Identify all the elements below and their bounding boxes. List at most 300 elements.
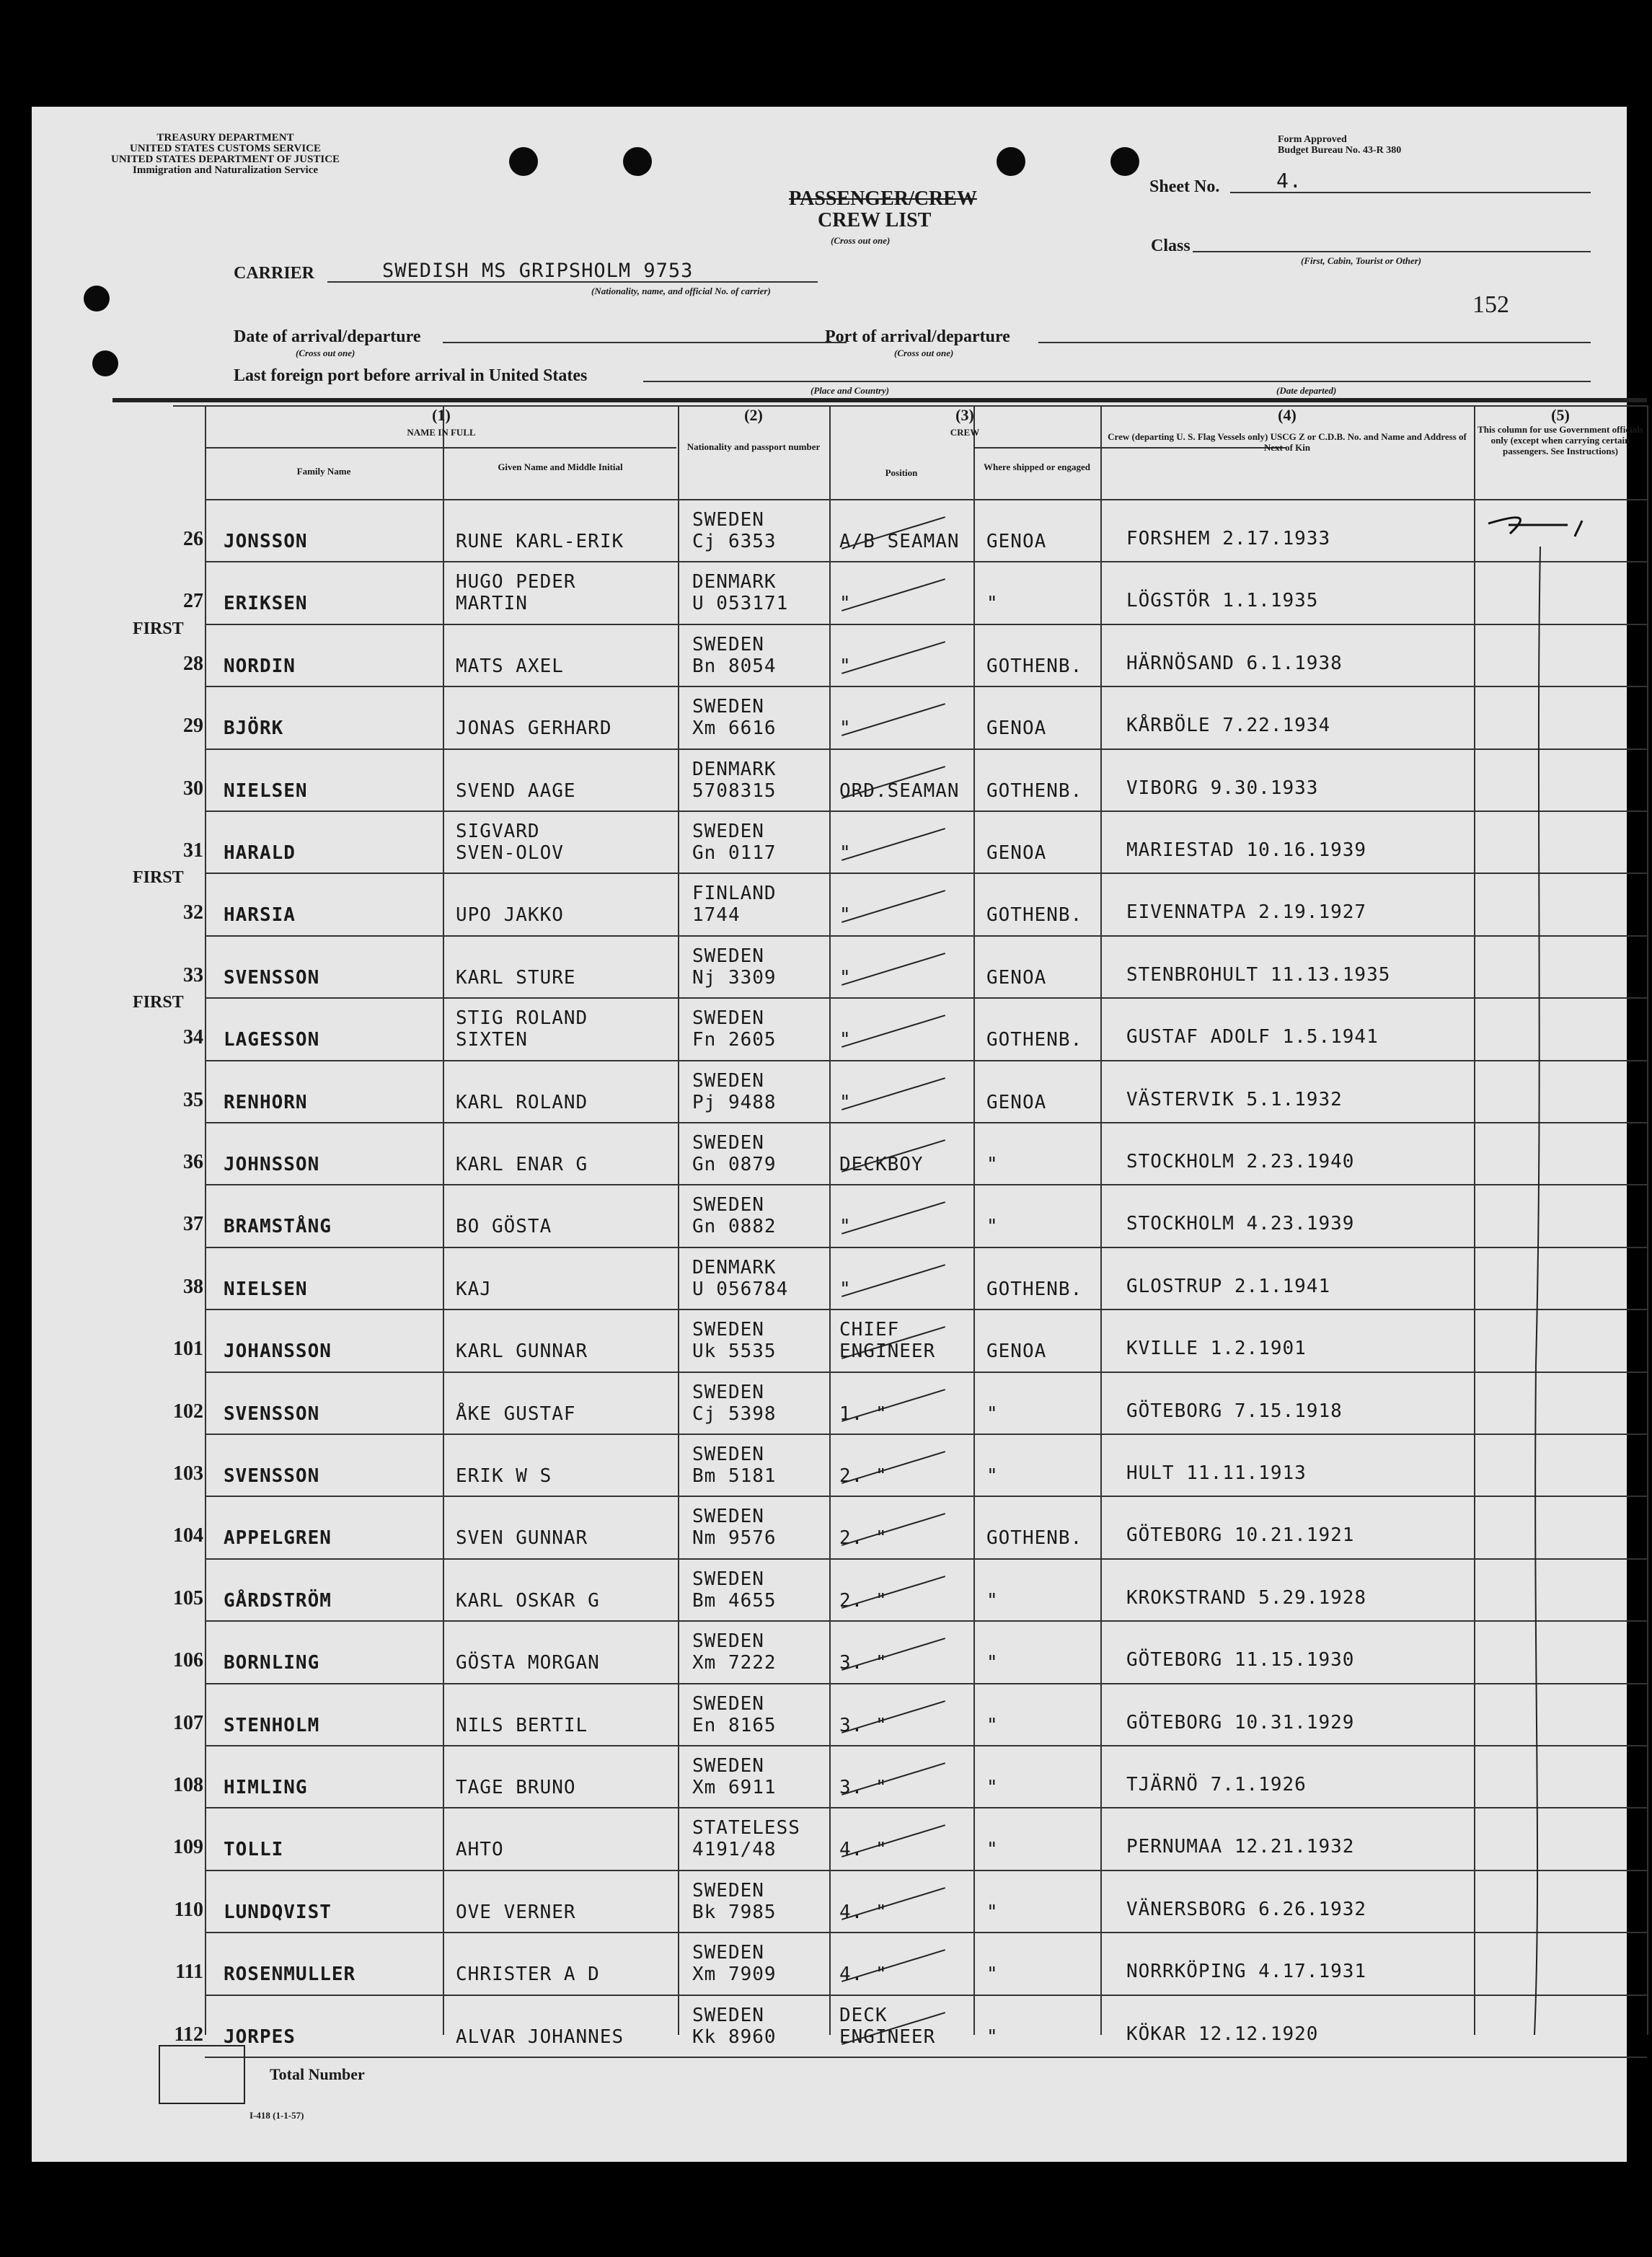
row-number: 32 (183, 901, 203, 924)
next-of-kin: MARIESTAD 10.16.1939 (1126, 839, 1367, 861)
crew-position: 2. " (839, 1589, 888, 1612)
family-name: ROSENMULLER (224, 1964, 356, 1986)
next-of-kin: TJÄRNÖ 7.1.1926 (1126, 1774, 1307, 1796)
shipped-engaged: " (986, 1714, 999, 1736)
row-number: 101 (173, 1338, 203, 1361)
check-mark-icon (842, 828, 945, 861)
shipped-engaged: " (986, 1901, 999, 1923)
row-number: 108 (173, 1774, 203, 1796)
given-name-header: Given Name and Middle Initial (498, 461, 623, 472)
budget-bureau-text: Budget Bureau No. 43-R 380 (1278, 145, 1402, 156)
col-border (1647, 405, 1648, 2035)
port-label: Port of arrival/departure (825, 327, 1010, 346)
passport-number: Xm 6911 (692, 1777, 777, 1798)
shipped-engaged: " (986, 1652, 999, 1674)
passport-number: Nm 9576 (692, 1527, 777, 1550)
annotation-mark (1474, 499, 1647, 2042)
row-number: 33 (183, 963, 203, 986)
date-departed-line (1112, 381, 1591, 382)
family-name: BORNLING (224, 1652, 320, 1674)
family-name: SVENSSON (224, 1465, 320, 1487)
given-name: SVEND AAGE (456, 779, 576, 802)
row-divider (205, 748, 1647, 750)
family-name: NORDIN (224, 655, 296, 677)
family-name: HIMLING (224, 1777, 308, 1798)
col4-number: (4) (1278, 406, 1297, 424)
first-class-mark: FIRST (133, 619, 184, 638)
family-name: STENHOLM (224, 1714, 320, 1736)
agency-line-2: UNITED STATES CUSTOMS SERVICE (130, 143, 321, 154)
row-divider (205, 1683, 1647, 1684)
next-of-kin: HÄRNÖSAND 6.1.1938 (1126, 652, 1343, 674)
given-name: JONAS GERHARD (456, 717, 612, 740)
family-name: TOLLI (224, 1839, 284, 1861)
shipped-engaged: " (986, 1777, 999, 1798)
family-name: GÅRDSTRÖM (224, 1589, 332, 1612)
next-of-kin: HULT 11.11.1913 (1126, 1462, 1307, 1484)
check-mark-icon (842, 953, 945, 986)
next-of-kin: GÖTEBORG 11.15.1930 (1126, 1649, 1355, 1671)
passport-number: Cj 5398 (692, 1403, 777, 1425)
agency-line-3: UNITED STATES DEPARTMENT OF JUSTICE (111, 154, 340, 165)
given-name: KAJ (456, 1278, 492, 1300)
passport-number: Cj 6353 (692, 531, 777, 552)
col1-number: (1) (432, 406, 451, 424)
row-number: 28 (183, 652, 203, 675)
nationality: SWEDEN (692, 696, 764, 718)
check-mark-icon (842, 891, 945, 924)
punch-hole-icon (997, 147, 1025, 176)
nationality: SWEDEN (692, 1007, 764, 1030)
next-of-kin: KROKSTRAND 5.29.1928 (1126, 1586, 1367, 1609)
crew-position: " (839, 1091, 852, 1113)
nationality: DENMARK (692, 758, 777, 780)
punch-hole-icon (92, 350, 118, 376)
sheet-no-value: 4. (1276, 169, 1302, 193)
next-of-kin: GUSTAF ADOLF 1.5.1941 (1126, 1026, 1379, 1048)
place-country-hint: (Place and Country) (810, 385, 890, 396)
row-number: 31 (183, 839, 203, 862)
family-name: JOHNSSON (224, 1154, 320, 1175)
row-divider (205, 811, 1647, 812)
check-mark-icon (842, 641, 945, 674)
row-divider (205, 1122, 1647, 1123)
nationality: FINLAND (692, 883, 777, 905)
nationality: SWEDEN (692, 1568, 764, 1590)
given-name: AHTO (456, 1839, 504, 1861)
passport-number: En 8165 (692, 1714, 777, 1736)
family-name: ERIKSEN (224, 593, 308, 615)
given-name: MATS AXEL (456, 655, 564, 677)
shipped-engaged: GENOA (986, 966, 1047, 989)
row-divider (205, 1247, 1647, 1248)
col3-number: (3) (955, 406, 974, 424)
family-name: JONSSON (224, 531, 308, 552)
shipped-engaged: GENOA (986, 842, 1047, 864)
passport-number: Gn 0882 (692, 1216, 777, 1238)
carrier-hint: (Nationality, name, and official No. of carrier) (591, 286, 771, 296)
page-stamp-number: 152 (1472, 291, 1509, 318)
check-mark-icon (842, 703, 945, 736)
form-approved-text: Form Approved (1278, 134, 1347, 145)
next-of-kin: KVILLE 1.2.1901 (1126, 1338, 1307, 1360)
family-name: JOHANSSON (224, 1340, 332, 1363)
col-border (973, 405, 975, 2035)
family-name: SVENSSON (224, 1403, 320, 1425)
family-name: NIELSEN (224, 779, 308, 802)
punch-hole-icon (509, 147, 538, 176)
crew-position: ENGINEER (839, 2026, 936, 2048)
row-divider (205, 1060, 1647, 1061)
given-name: TAGE BRUNO (456, 1777, 576, 1798)
row-number: 29 (183, 715, 203, 738)
given-name: GÖSTA MORGAN (456, 1652, 600, 1674)
carrier-label: CARRIER (234, 264, 315, 283)
next-of-kin: VÄSTERVIK 5.1.1932 (1126, 1088, 1343, 1110)
passport-number: Xm 7222 (692, 1652, 777, 1674)
col1-title: NAME IN FULL (407, 427, 476, 438)
shipped-engaged: GOTHENB. (986, 779, 1083, 802)
crew-position: " (839, 655, 852, 677)
port-line (1038, 342, 1591, 343)
col2-number: (2) (744, 406, 763, 424)
passport-number: Nj 3309 (692, 966, 777, 989)
next-of-kin: GÖTEBORG 10.21.1921 (1126, 1524, 1355, 1547)
nationality: STATELESS (692, 1817, 800, 1839)
row-divider (205, 1496, 1647, 1497)
family-name-header: Family Name (296, 466, 351, 477)
sheet-no-label: Sheet No. (1149, 177, 1220, 196)
shipped-engaged: " (986, 2026, 999, 2048)
nationality: SWEDEN (692, 1630, 764, 1653)
crew-position: 2. " (839, 1527, 888, 1550)
crew-position: " (839, 717, 852, 740)
nationality: DENMARK (692, 1256, 777, 1278)
nationality: SWEDEN (692, 1506, 764, 1528)
passport-number: Gn 0117 (692, 842, 777, 864)
shipped-engaged: GENOA (986, 1340, 1047, 1363)
next-of-kin: GÖTEBORG 7.15.1918 (1126, 1400, 1343, 1422)
crew-position: " (839, 1216, 852, 1238)
next-of-kin: VIBORG 9.30.1933 (1126, 777, 1319, 799)
col5-number: (5) (1551, 406, 1570, 424)
shipped-engaged: GENOA (986, 531, 1047, 552)
row-number: 106 (173, 1649, 203, 1672)
next-of-kin: KÅRBÖLE 7.22.1934 (1126, 715, 1331, 737)
shipped-engaged: " (986, 1839, 999, 1861)
agency-header (111, 133, 340, 176)
family-name: JORPES (224, 2026, 296, 2048)
crew-position: 4. " (839, 1839, 888, 1861)
given-name: SVEN-OLOV (456, 842, 564, 864)
passport-number: Xm 7909 (692, 1964, 777, 1986)
nationality: DENMARK (692, 571, 777, 593)
given-name: ERIK W S (456, 1465, 552, 1487)
given-name: SVEN GUNNAR (456, 1527, 588, 1550)
crew-header: CREW (950, 427, 980, 438)
crew-position: " (839, 904, 852, 927)
passport-number: Uk 5535 (692, 1340, 777, 1363)
row-number: 104 (173, 1524, 203, 1547)
col-border (829, 405, 831, 2035)
first-class-mark: FIRST (133, 993, 184, 1012)
crew-position: " (839, 966, 852, 989)
nationality: SWEDEN (692, 1069, 764, 1092)
shipped-engaged: GOTHENB. (986, 1029, 1083, 1051)
passport-number: Xm 6616 (692, 717, 777, 740)
official-use-header: This column for use Government officials only (except when carrying certain passengers. See Instructions) (1477, 424, 1643, 456)
punch-hole-icon (1110, 147, 1139, 176)
check-mark-icon (842, 1077, 945, 1110)
nationality: SWEDEN (692, 1942, 764, 1964)
row-number: 35 (183, 1088, 203, 1111)
family-name: BJÖRK (224, 717, 284, 740)
next-of-kin-header: Crew (departing U. S. Flag Vessels only) USCG Z or C.D.B. No. and Name and Address of Next of Kin (1108, 431, 1467, 453)
row-divider (205, 1558, 1647, 1560)
next-of-kin: GÖTEBORG 10.31.1929 (1126, 1711, 1355, 1733)
row-number: 112 (174, 2023, 203, 2046)
document-page (32, 107, 1643, 2162)
shipped-engaged: " (986, 1403, 999, 1425)
cross-out-one: (Cross out one) (831, 235, 891, 246)
passport-number: U 053171 (692, 593, 789, 615)
header-rule (112, 398, 1647, 402)
row-number: 111 (175, 1961, 203, 1984)
shipped-engaged: " (986, 1589, 999, 1612)
row-divider (205, 624, 1647, 625)
crew-position: 2. " (839, 1465, 888, 1487)
passport-number: Gn 0879 (692, 1154, 777, 1175)
date-hint: (Cross out one) (296, 348, 355, 358)
passenger-struck: PASSENGER/CREW (789, 187, 977, 210)
nationality: SWEDEN (692, 2004, 764, 2026)
passport-number: U 056784 (692, 1278, 789, 1300)
row-divider (205, 873, 1647, 874)
col-border (205, 405, 206, 2035)
punch-hole-icon (623, 147, 652, 176)
given-name: KARL STURE (456, 966, 576, 989)
crew-position: ORD.SEAMAN (839, 779, 960, 802)
nationality: SWEDEN (692, 945, 764, 967)
date-label: Date of arrival/departure (234, 327, 421, 346)
next-of-kin: STOCKHOLM 4.23.1939 (1126, 1213, 1355, 1235)
shipped-header: Where shipped or engaged (984, 461, 1090, 472)
check-mark-icon (842, 1264, 945, 1297)
passport-number: Pj 9488 (692, 1091, 777, 1113)
passport-number: Bm 5181 (692, 1465, 777, 1487)
row-divider (205, 1434, 1647, 1435)
nationality: SWEDEN (692, 1692, 764, 1715)
check-mark-icon (842, 1202, 945, 1235)
row-number: 27 (183, 590, 203, 613)
check-mark-icon (842, 1015, 945, 1048)
crew-position: " (839, 1278, 852, 1300)
carrier-value: SWEDISH MS GRIPSHOLM 9753 (382, 260, 694, 282)
given-name: HUGO PEDER (456, 571, 576, 593)
row-number: 26 (183, 528, 203, 550)
row-divider (205, 1184, 1647, 1185)
family-name: LAGESSON (224, 1029, 320, 1051)
row-number: 36 (183, 1151, 203, 1173)
row-border (173, 405, 1647, 407)
agency-line-4: Immigration and Naturalization Service (132, 164, 319, 176)
crew-position: A/B SEAMAN (839, 531, 960, 552)
family-name: NIELSEN (224, 1278, 308, 1300)
position-header: Position (885, 467, 918, 478)
given-name: NILS BERTIL (456, 1714, 588, 1736)
last-port-label: Last foreign port before arrival in United States (234, 366, 588, 385)
row-number: 34 (183, 1026, 203, 1049)
row-border (205, 447, 676, 449)
passport-number: 1744 (692, 904, 741, 927)
family-name: LUNDQVIST (224, 1901, 332, 1923)
nationality: SWEDEN (692, 1194, 764, 1216)
next-of-kin: STOCKHOLM 2.23.1940 (1126, 1151, 1355, 1172)
family-name: RENHORN (224, 1091, 308, 1113)
crew-position: DECKBOY (839, 1154, 924, 1175)
total-number-label: Total Number (270, 2065, 365, 2083)
nationality: SWEDEN (692, 509, 764, 531)
passport-number: Bn 8054 (692, 655, 777, 677)
date-line (443, 342, 847, 343)
row-divider (205, 1932, 1647, 1933)
shipped-engaged: " (986, 1216, 999, 1238)
passport-number: 5708315 (692, 779, 777, 802)
crew-position: 4. " (839, 1901, 888, 1923)
crew-position: 3. " (839, 1714, 888, 1736)
nationality: SWEDEN (692, 1755, 764, 1777)
row-divider (205, 1745, 1647, 1746)
shipped-engaged: GENOA (986, 717, 1047, 740)
col-border (443, 405, 444, 2035)
nationality: SWEDEN (692, 1444, 764, 1465)
crew-position: 4. " (839, 1964, 888, 1986)
class-hint: (First, Cabin, Tourist or Other) (1301, 255, 1422, 266)
date-departed-hint: (Date departed) (1276, 385, 1337, 396)
row-number: 110 (174, 1898, 203, 1921)
given-name: MARTIN (456, 593, 528, 615)
shipped-engaged: " (986, 593, 999, 615)
row-divider (205, 1620, 1647, 1622)
family-name: APPELGREN (224, 1527, 332, 1550)
nationality-header: Nationality and passport number (686, 441, 821, 452)
shipped-engaged: " (986, 1964, 999, 1986)
given-name: SIXTEN (456, 1029, 528, 1051)
class-line (1193, 251, 1591, 252)
passport-number: Kk 8960 (692, 2026, 777, 2048)
row-number: 38 (183, 1275, 203, 1298)
next-of-kin: NORRKÖPING 4.17.1931 (1126, 1961, 1367, 1983)
crew-position: CHIEF (839, 1319, 900, 1341)
form-code: I-418 (1-1-57) (249, 2110, 304, 2121)
shipped-engaged: " (986, 1154, 999, 1175)
given-name: BO GÖSTA (456, 1216, 552, 1238)
check-mark-icon (842, 579, 945, 612)
next-of-kin: GLOSTRUP 2.1.1941 (1126, 1275, 1331, 1297)
agency-line-1: TREASURY DEPARTMENT (156, 132, 294, 143)
row-divider (205, 2057, 1647, 2058)
shipped-engaged: " (986, 1465, 999, 1487)
crew-position: ENGINEER (839, 1340, 936, 1363)
row-divider (205, 1807, 1647, 1808)
next-of-kin: KÖKAR 12.12.1920 (1126, 2023, 1319, 2045)
given-name: SIGVARD (456, 821, 540, 842)
row-divider (205, 686, 1647, 687)
shipped-engaged: GENOA (986, 1091, 1047, 1113)
crew-position: " (839, 593, 852, 615)
crew-position: 1. " (839, 1403, 888, 1425)
family-name: HARSIA (224, 904, 296, 927)
given-name: KARL ROLAND (456, 1091, 588, 1113)
next-of-kin: STENBROHULT 11.13.1935 (1126, 963, 1391, 986)
passport-number: Bk 7985 (692, 1901, 777, 1923)
shipped-engaged: GOTHENB. (986, 1527, 1083, 1550)
next-of-kin: LÖGSTÖR 1.1.1935 (1126, 590, 1319, 612)
family-name: HARALD (224, 842, 296, 864)
family-name: SVENSSON (224, 966, 320, 989)
given-name: KARL GUNNAR (456, 1340, 588, 1363)
crew-position: 3. " (839, 1777, 888, 1798)
shipped-engaged: GOTHENB. (986, 904, 1083, 927)
family-name: BRAMSTÅNG (224, 1216, 332, 1238)
passport-number: Fn 2605 (692, 1029, 777, 1051)
nationality: SWEDEN (692, 1319, 764, 1341)
form-approval (1278, 134, 1401, 156)
row-divider (205, 935, 1647, 937)
nationality: SWEDEN (692, 1381, 764, 1403)
row-border (205, 499, 1647, 500)
next-of-kin: EIVENNATPA 2.19.1927 (1126, 901, 1367, 924)
row-divider (205, 997, 1647, 999)
crew-position: " (839, 1029, 852, 1051)
nationality: SWEDEN (692, 821, 764, 842)
shipped-engaged: GOTHENB. (986, 655, 1083, 677)
total-number-box (159, 2045, 245, 2104)
nationality: SWEDEN (692, 1879, 764, 1902)
row-divider (205, 1309, 1647, 1310)
shipped-engaged: GOTHENB. (986, 1278, 1083, 1300)
next-of-kin: VÄNERSBORG 6.26.1932 (1126, 1898, 1367, 1920)
row-number: 103 (173, 1462, 203, 1485)
row-number: 30 (183, 777, 203, 800)
given-name: KARL OSKAR G (456, 1589, 600, 1612)
col-border (1100, 405, 1102, 2035)
row-number: 37 (183, 1213, 203, 1236)
row-number: 107 (173, 1711, 203, 1734)
passport-number: Bm 4655 (692, 1589, 777, 1612)
given-name: UPO JAKKO (456, 904, 564, 927)
class-label: Class (1151, 237, 1191, 255)
last-port-line (643, 381, 1126, 382)
port-hint: (Cross out one) (894, 348, 954, 358)
given-name: CHRISTER A D (456, 1964, 600, 1986)
crew-table (133, 405, 1647, 2048)
given-name: KARL ENAR G (456, 1154, 588, 1175)
nationality: SWEDEN (692, 1132, 764, 1154)
crew-position: 3. " (839, 1652, 888, 1674)
next-of-kin: FORSHEM 2.17.1933 (1126, 528, 1331, 549)
row-divider (205, 1870, 1647, 1871)
next-of-kin: PERNUMAA 12.21.1932 (1126, 1836, 1355, 1858)
form-title: CREW LIST (818, 209, 932, 231)
first-class-mark: FIRST (133, 868, 184, 888)
row-divider (205, 1372, 1647, 1373)
row-number: 109 (173, 1836, 203, 1859)
passport-number: 4191/48 (692, 1839, 777, 1861)
crew-position: DECK (839, 2004, 888, 2026)
punch-hole-icon (84, 286, 110, 312)
row-divider (205, 561, 1647, 562)
